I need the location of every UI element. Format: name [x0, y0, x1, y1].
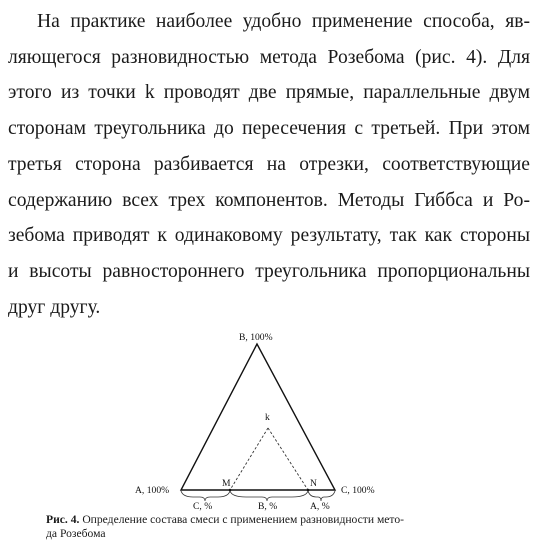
body-paragraph [8, 4, 530, 325]
paragraph-line: этого из точки k проводят две прямые, параллельные двум [8, 82, 530, 104]
segment-b-label: B, % [258, 501, 278, 512]
point-k-label: k [265, 412, 270, 423]
triangle-diagram [0, 320, 533, 520]
parallel-line-km [230, 428, 268, 490]
vertex-a-label: A, 100% [135, 485, 170, 496]
point-m-label: M [222, 478, 231, 489]
figure-caption [46, 513, 486, 540]
caption-text-line2: да Розебома [46, 526, 106, 540]
paragraph-line: друг другу. [8, 296, 101, 318]
paragraph-line: зебома приводят к одинаковому результату, так как стороны [8, 225, 530, 247]
composition-triangle [181, 344, 335, 490]
paragraph-line: На практике наиболее удобно применение способа, яв- [37, 11, 530, 32]
paragraph-line: третья сторона разбивается на отрезки, соответствующие [8, 153, 530, 175]
paragraph-line: сторонам треугольника до пересечения с третьей. При этом [8, 118, 530, 140]
parallel-line-kn [268, 428, 308, 490]
paragraph-line: содержанию всех трех компонентов. Методы Гиббса и Ро- [8, 189, 530, 211]
vertex-c-label: C, 100% [341, 485, 375, 496]
point-n-marker [307, 489, 310, 492]
caption-text-line1: Определение состава смеси с применением разновидности мето- [82, 513, 405, 526]
point-n-label: N [310, 478, 317, 489]
segment-c-label: C, % [193, 501, 213, 512]
brace-segment-b [230, 491, 308, 501]
paragraph-line: и высоты равностороннего треугольника пропорциональны [8, 260, 530, 282]
point-m-marker [229, 489, 232, 492]
paragraph-line: ляющегося разновидностью метода Розебома (рис. 4). Для [8, 46, 530, 68]
vertex-b-label: B, 100% [239, 332, 273, 343]
brace-segment-c [181, 491, 230, 501]
segment-a-label: A, % [310, 501, 330, 512]
rozeboom-figure [0, 320, 533, 542]
caption-label: Рис. 4. [46, 513, 80, 526]
brace-segment-a [308, 491, 335, 501]
